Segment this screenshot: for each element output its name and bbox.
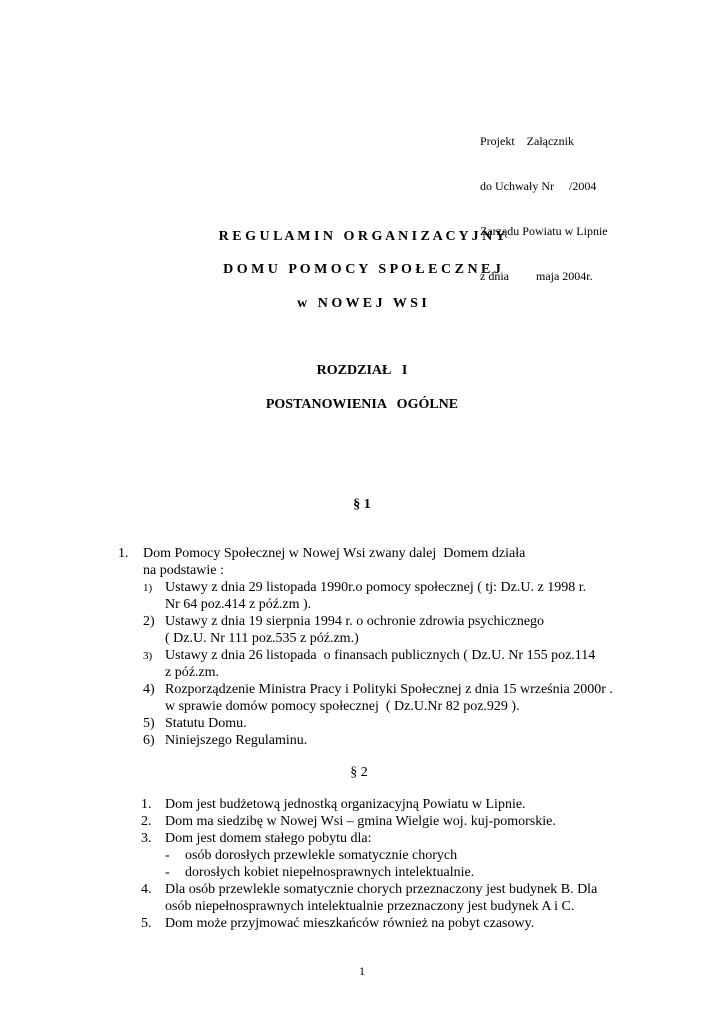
list-item-number: 1) bbox=[143, 582, 153, 594]
bullet-dash: - bbox=[165, 848, 170, 863]
list-item-text: Ustawy z dnia 26 listopada o finansach publicznych ( Dz.U. Nr 155 poz.114 bbox=[165, 648, 596, 663]
list-item-text: Dom ma siedzibę w Nowej Wsi – gmina Wielgie woj. kuj-pomorskie. bbox=[165, 814, 556, 829]
list-item-number: 5. bbox=[141, 916, 152, 931]
list-item-number: 3) bbox=[143, 650, 153, 662]
section-1-heading: § 1 bbox=[353, 497, 371, 512]
list-item-number: 2. bbox=[141, 814, 152, 829]
bullet-text: dorosłych kobiet niepełnosprawnych intelektualnie. bbox=[185, 865, 475, 880]
attachment-header bbox=[480, 104, 608, 314]
paragraph-text: na podstawie : bbox=[143, 563, 224, 578]
chapter-subheading: POSTANOWIENIA OGÓLNE bbox=[265, 397, 459, 412]
list-item-text: z póź.zm. bbox=[165, 665, 220, 680]
document-title-line-1: R E G U L A M I N O R G A N I Z A C Y J N Y bbox=[218, 229, 506, 244]
paragraph-text: Dom Pomocy Społecznej w Nowej Wsi zwany dalej Domem działa bbox=[143, 546, 526, 561]
header-line-4: z dnia maja 2004r. bbox=[480, 269, 593, 283]
list-item-text: Dom jest domem stałego pobytu dla: bbox=[165, 831, 372, 846]
list-item-text: Rozporządzenie Ministra Pracy i Polityki Społecznej z dnia 15 września 2000r . bbox=[165, 682, 613, 697]
document-title-line-2: D O M U P O M O C Y S P O Ł E C Z N E J bbox=[223, 262, 501, 277]
list-item-text: Ustawy z dnia 19 sierpnia 1994 r. o ochronie zdrowia psychicznego bbox=[165, 614, 545, 629]
list-item-text: w sprawie domów pomocy społecznej ( Dz.U.Nr 82 poz.929 ). bbox=[165, 699, 520, 714]
chapter-heading: ROZDZIAŁ I bbox=[316, 363, 408, 378]
list-item-number: 6) bbox=[143, 733, 155, 748]
list-item-text: Niniejszego Regulaminu. bbox=[165, 733, 308, 748]
list-item-text: Dom może przyjmować mieszkańców również na pobyt czasowy. bbox=[165, 916, 535, 931]
list-item-number: 2) bbox=[143, 614, 155, 629]
list-item-text: Nr 64 poz.414 z póź.zm ). bbox=[165, 597, 312, 612]
list-item-text: Ustawy z dnia 29 listopada 1990r.o pomocy społecznej ( tj: Dz.U. z 1998 r. bbox=[165, 580, 587, 595]
list-item-number: 3. bbox=[141, 831, 152, 846]
bullet-dash: - bbox=[165, 865, 170, 880]
list-item-text: ( Dz.U. Nr 111 poz.535 z póź.zm.) bbox=[165, 631, 359, 646]
section-2-heading: § 2 bbox=[350, 765, 368, 780]
list-item-number: 4. bbox=[141, 882, 152, 897]
bullet-text: osób dorosłych przewlekle somatycznie chorych bbox=[185, 848, 458, 863]
page-number: 1 bbox=[359, 964, 365, 978]
list-item-text: Dom jest budżetową jednostką organizacyjną Powiatu w Lipnie. bbox=[165, 797, 526, 812]
list-item-text: Statutu Domu. bbox=[165, 716, 247, 731]
list-item-number: 4) bbox=[143, 682, 155, 697]
list-item-text: Dla osób przewlekle somatycznie chorych przeznaczony jest budynek B. Dla bbox=[165, 882, 598, 897]
header-line-1: Projekt Załącznik bbox=[480, 134, 574, 148]
header-line-3: Zarządu Powiatu w Lipnie bbox=[480, 224, 608, 238]
list-item-number: 1. bbox=[141, 797, 152, 812]
paragraph-number: 1. bbox=[118, 546, 129, 561]
document-title-line-3: w N O W E J W S I bbox=[297, 296, 427, 311]
list-item-text: osób niepełnosprawnych intelektualnie przeznaczony jest budynek A i C. bbox=[165, 899, 575, 914]
list-item-number: 5) bbox=[143, 716, 155, 731]
header-line-2: do Uchwały Nr /2004 bbox=[480, 179, 597, 193]
